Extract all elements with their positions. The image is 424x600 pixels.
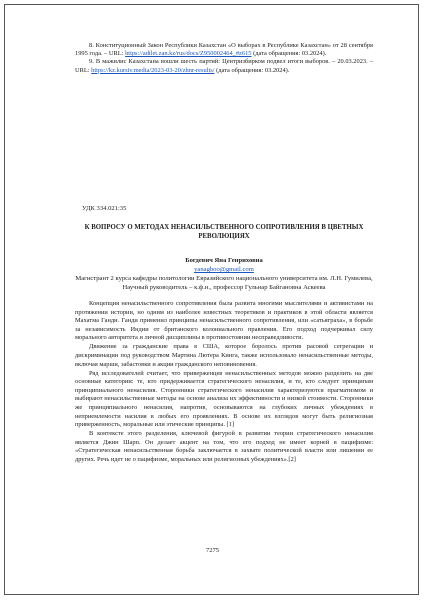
document-page bbox=[4, 4, 419, 595]
paragraph: Ряд исследователей считает, что приверженцев ненасильственных методов можно разделить на две основные категории: те, кто придерживается стратегического ненасилия, и те, кто следует принципам принципиального ненасилия. Сторонники стратегического ненасилия характеризуются прагматизмом и выбирают ненасильственные методы на основе анализа их эффективности и низкой стоимости. Сторонники же принципиального ненасилия, напротив, основываются на глубоких личных убеждениях в неприемлемости насилия в любых его проявлениях. В основе их взглядов могут быть религиозная приверженность, моральные или этические принципы. [1] bbox=[75, 369, 373, 429]
author-affiliation: Магистрант 2 курса кафедры политологии Евразийского национального университета им. Л.Н. Гумилева, bbox=[75, 275, 373, 282]
reference-8-link[interactable]: https://adilet.zan.kz/rus/docs/Z950002464_#z615 bbox=[125, 50, 252, 58]
author-email-link[interactable]: yanagboo@gmail.com bbox=[194, 266, 254, 273]
author-name: Богдевич Яна Генриховна bbox=[185, 257, 263, 264]
udk-code: УДК 334.021:35 bbox=[82, 205, 127, 212]
article-title: К ВОПРОСУ О МЕТОДАХ НЕНАСИЛЬСТВЕННОГО СОПРОТИВЛЕНИЯ В ЦВЕТНЫХ РЕВОЛЮЦИЯХ bbox=[84, 224, 364, 240]
author-block bbox=[75, 256, 373, 292]
reference-9-text: 9. В мажилис Казахстана вошли шесть партий: Центризбирком подвел итоги выборов. – 20.03.2023. – URL: bbox=[75, 58, 373, 74]
reference-9-date: (дата обращения: 03.2024). bbox=[216, 66, 290, 74]
reference-9 bbox=[75, 58, 373, 74]
paragraph: В контексте этого разделения, ключевой фигурой в развитии теории стратегического ненасилия является Джин Шарп. Он делает акцент на том, что его подход не имеет корней в пацифизме: «Стратегическая ненасильственная борьба заключается в захвате политической власти или лишении ее других. Речь идет не о пацифизме, моральных или религиозных убеждениях».[2] bbox=[75, 430, 373, 463]
article-body bbox=[75, 300, 373, 465]
author-supervisor: Научный руководитель – к.ф.н., профессор Гульнар Байгановна Аскеева bbox=[122, 284, 326, 291]
references-block bbox=[75, 42, 373, 75]
reference-8-text: 8. Конституционный Закон Республики Казахстан «О выборах в Республике Казахстан» от 28 сентября 1995 года. – URL: bbox=[75, 42, 373, 58]
reference-9-link[interactable]: https://kz.kursiv.media/2023-03-20/zhnr-results/ bbox=[91, 66, 215, 74]
page-number: 7275 bbox=[205, 547, 220, 554]
paragraph: Концепция ненасильственного сопротивления была развита многими мыслителями и активистами на протяжении истории, но одним из наиболее известных теоретиков и практиков в этой области является Махатма Ганди. Ганди применил принципы ненасильственного сопротивления, или «сатьяграха», в борьбе за независимость Индии от британского колониального правления. Его подход подчеркивал силу морального авторитета и личной дисциплины в противостоянии несправедливости. bbox=[75, 300, 373, 342]
reference-8 bbox=[75, 42, 373, 58]
reference-8-date: (дата обращения: 03.2024). bbox=[253, 50, 327, 58]
paragraph: Движение за гражданские права в США, которое боролось против расовой сегрегации и дискриминации под руководством Мартина Лютера Кинга, также использовало ненасильственные методы, включая марши, забастовки и акции гражданского неповиновения. bbox=[75, 343, 373, 368]
